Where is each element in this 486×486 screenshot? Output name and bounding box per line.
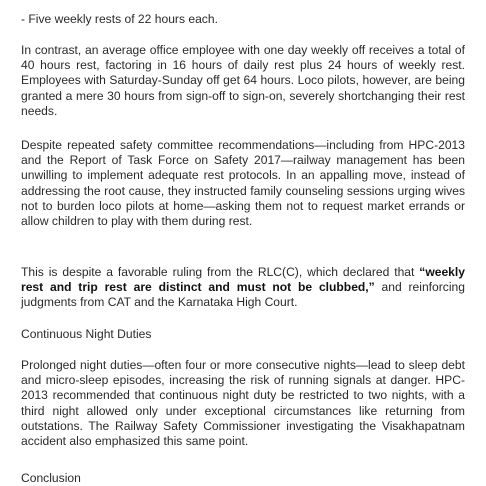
section-heading: Continuous Night Duties	[21, 327, 152, 341]
cut-off-text: Conclusion	[21, 471, 81, 485]
paragraph-safety-recommendations: Despite repeated safety committee recommendations—including from HPC-2013 and the Report of Task Force on Safety 2017—railway management has been unwilling to implement adequate rest protocols. In an appalling move, instead of addressing the root cause, they instructed family counseling sessions urging wives not to burden loco pilots at home—asking them not to request market errands or allow children to play with them during rest.	[21, 138, 465, 229]
paragraph-rest-comparison: In contrast, an average office employee with one day weekly off receives a total of 40 hours rest, factoring in 16 hours of daily rest plus 24 hours of weekly rest. Employees with Saturday-Sunday off get 64 hours. Loco pilots, however, are being granted a mere 30 hours from sign-off to sign-on, severely shortchanging their rest needs.	[21, 43, 465, 118]
ruling-text-after: and reinforcing judgments from CAT and the Karnataka High Court.	[21, 280, 465, 310]
bullet-line: - Five weekly rests of 22 hours each.	[21, 12, 218, 26]
ruling-quote: “weekly rest and trip rest are distinct and must not be clubbed,”	[21, 265, 465, 295]
paragraph-night-duties: Prolonged night duties—often four or more consecutive nights—lead to sleep debt and micro-sleep episodes, increasing the risk of running signals at danger. HPC-2013 recommended that continuous night duty be restricted to two nights, with a third night allowed only under exceptional circumstances like returning from outstations. The Railway Safety Commissioner investigating the Visakhapatnam accident also emphasized this same point.	[21, 358, 465, 449]
ruling-text-before: This is despite a favorable ruling from the RLC(C), which declared that	[21, 265, 420, 279]
paragraph-rlc-ruling	[21, 265, 465, 311]
cut-off-line	[21, 471, 465, 486]
